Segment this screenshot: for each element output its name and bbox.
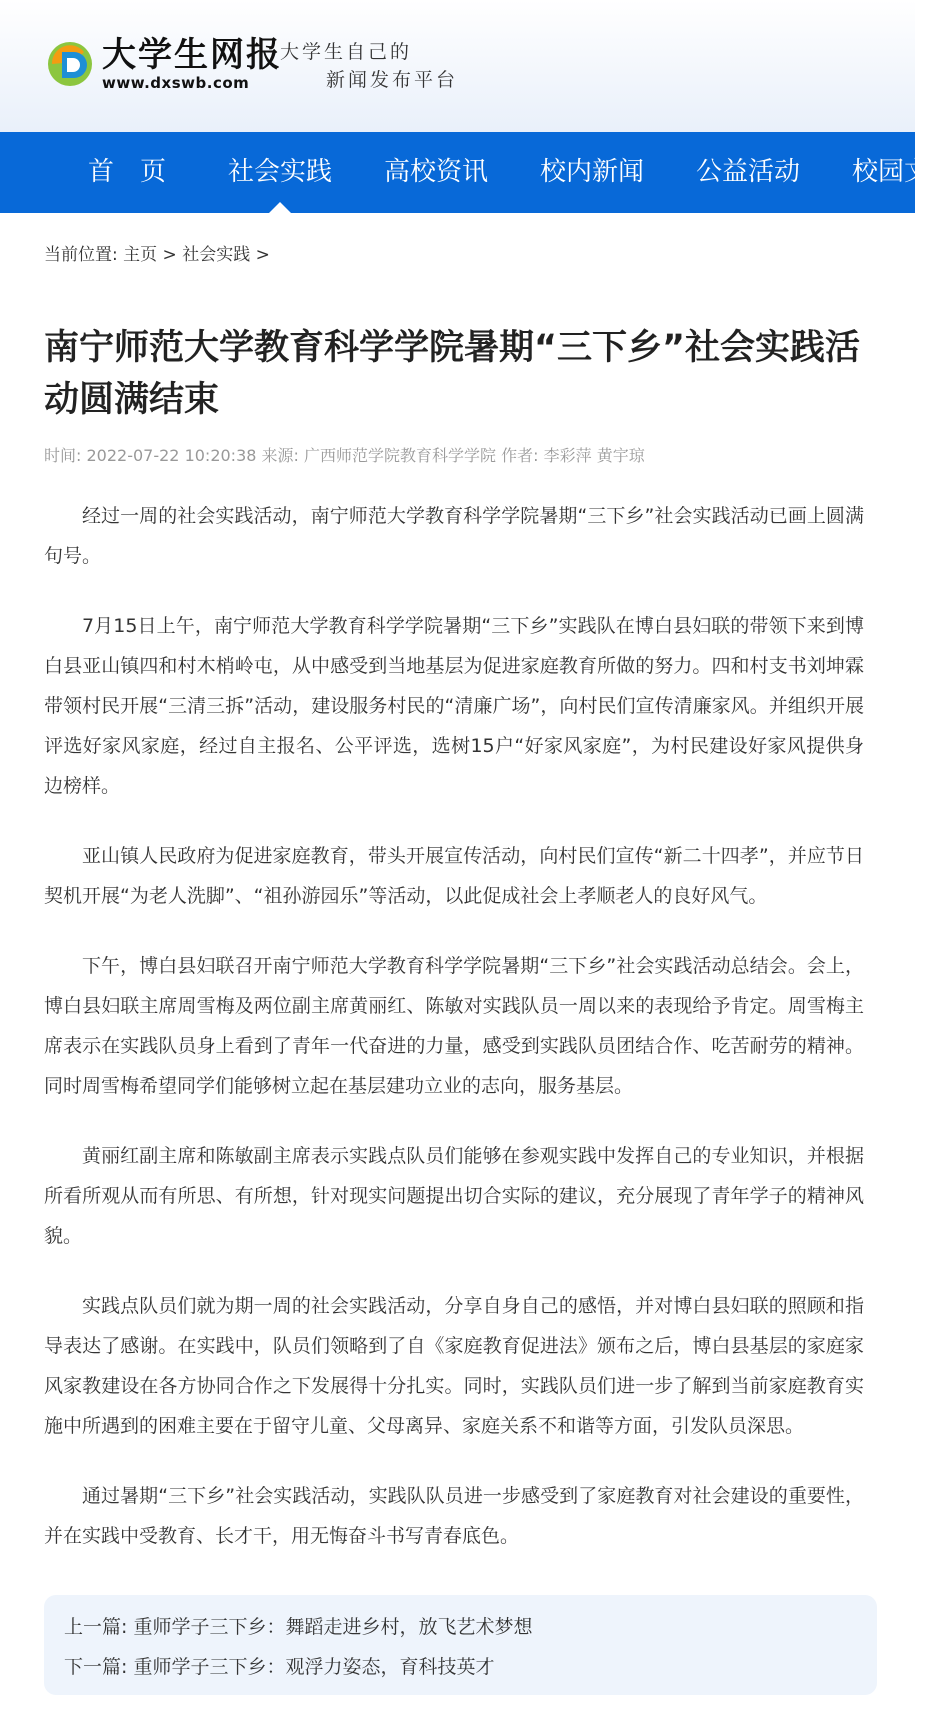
breadcrumb-home-link[interactable]: 主页 (123, 245, 158, 265)
logo-url: www.dxswb.com (102, 74, 250, 92)
next-article-label: 下一篇: (64, 1656, 128, 1678)
meta-time-label: 时间: (44, 446, 82, 465)
site-slogan (280, 38, 480, 94)
article-pager (44, 1595, 877, 1695)
article-title: 南宁师范大学教育科学学院暑期“三下乡”社会实践活动圆满结束 (44, 328, 861, 420)
prev-article (64, 1607, 857, 1647)
article-paragraph: 亚山镇人民政府为促进家庭教育，带头开展宣传活动，向村民们宣传“新二十四孝”，并应节日契机开展“为老人洗脚”、“祖孙游园乐”等活动，以此促成社会上孝顺老人的良好风气。 (44, 845, 864, 907)
article-paragraph: 下午，博白县妇联召开南宁师范大学教育科学学院暑期“三下乡”社会实践活动总结会。会上，博白县妇联主席周雪梅及两位副主席黄丽红、陈敏对实践队员一周以来的表现给予肯定。周雪梅主席表示在实践队员身上看到了青年一代奋进的力量，感受到实践队员团结合作、吃苦耐劳的精神。同时周雪梅希望同学们能够树立起在基层建功立业的志向，服务基层。 (44, 955, 864, 1097)
meta-author-label: 作者: (501, 446, 539, 465)
article-paragraph: 7月15日上午，南宁师范大学教育科学学院暑期“三下乡”实践队在博白县妇联的带领下来到博白县亚山镇四和村木梢岭屯，从中感受到当地基层为促进家庭教育所做的努力。四和村支书刘坤霖带领村民开展“三清三拆”活动，建设服务村民的“清廉广场”，向村民们宣传清廉家风。并组织开展评选好家风家庭，经过自主报名、公平评选，选树15户“好家风家庭”，为村民建设好家风提供身边榜样。 (44, 615, 864, 797)
nav-item-social-practice[interactable]: 社会实践 (228, 157, 333, 187)
article-paragraph: 黄丽红副主席和陈敏副主席表示实践点队员们能够在参观实践中发挥自己的专业知识，并根据所看所观从而有所思、有所想，针对现实问题提出切合实际的建议，充分展现了青年学子的精神风貌。 (44, 1145, 864, 1247)
article-body (44, 496, 864, 1586)
main-nav (0, 132, 930, 213)
slogan-line-1: 大学生自己的 (280, 41, 413, 63)
breadcrumb-section-link[interactable]: 社会实践 (182, 245, 251, 265)
breadcrumb-prefix: 当前位置: (44, 245, 118, 265)
breadcrumb-separator: > (255, 245, 270, 265)
logo-title: 大学生网报 (102, 35, 282, 75)
breadcrumb (44, 240, 270, 265)
next-article (64, 1647, 857, 1687)
article-meta (44, 443, 874, 466)
article-paragraph: 通过暑期“三下乡”社会实践活动，实践队队员进一步感受到了家庭教育对社会建设的重要性，并在实践中受教育、长才干，用无悔奋斗书写青春底色。 (44, 1485, 864, 1547)
slogan-line-2: 新闻发布平台 (326, 69, 459, 91)
nav-item-home[interactable]: 首 页 (88, 157, 167, 187)
meta-time: 2022-07-22 10:20:38 (86, 446, 257, 465)
nav-item-campus-culture[interactable]: 校园文 (852, 157, 930, 187)
site-header (0, 0, 915, 132)
meta-source-label: 来源: (261, 446, 299, 465)
nav-item-campus-info[interactable]: 高校资讯 (384, 157, 489, 187)
article-paragraph: 经过一周的社会实践活动，南宁师范大学教育科学学院暑期“三下乡”社会实践活动已画上圆满句号。 (44, 505, 864, 567)
nav-item-school-news[interactable]: 校内新闻 (540, 157, 645, 187)
logo-d-icon (44, 38, 96, 90)
meta-source: 广西师范学院教育科学学院 (304, 446, 497, 465)
prev-article-label: 上一篇: (64, 1616, 128, 1638)
article-paragraph: 实践点队员们就为期一周的社会实践活动，分享自身自己的感悟，并对博白县妇联的照顾和指导表达了感谢。在实践中，队员们领略到了自《家庭教育促进法》颁布之后，博白县基层的家庭家风家教建设在各方协同合作之下发展得十分扎实。同时，实践队员们进一步了解到当前家庭教育实施中所遇到的困难主要在于留守儿童、父母离异、家庭关系不和谐等方面，引发队员深思。 (44, 1295, 864, 1437)
meta-author: 李彩萍 黄宇琼 (543, 446, 645, 465)
breadcrumb-separator: > (162, 245, 177, 265)
prev-article-link[interactable]: 重师学子三下乡：舞蹈走进乡村，放飞艺术梦想 (133, 1616, 533, 1638)
active-nav-indicator (269, 202, 291, 213)
nav-item-charity[interactable]: 公益活动 (696, 157, 801, 187)
next-article-link[interactable]: 重师学子三下乡：观浮力姿态，育科技英才 (133, 1656, 495, 1678)
site-logo[interactable] (44, 34, 282, 94)
